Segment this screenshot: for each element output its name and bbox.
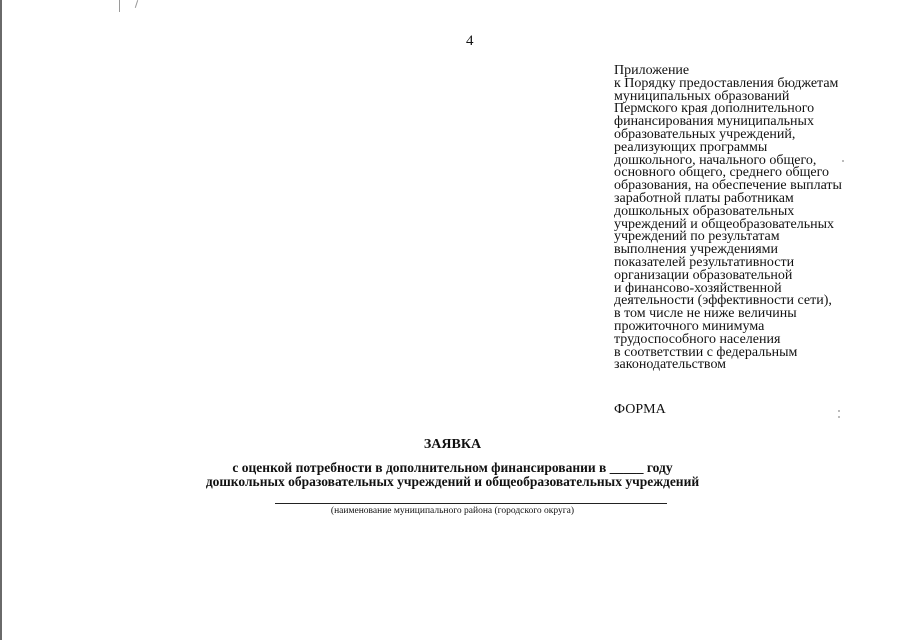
scan-artifact bbox=[135, 0, 138, 8]
appendix-line: дошкольного, начального общего, bbox=[614, 152, 817, 168]
appendix-line: дошкольных образовательных bbox=[614, 203, 795, 219]
municipality-name-line bbox=[275, 503, 667, 504]
appendix-line: и финансово-хозяйственной bbox=[614, 280, 782, 296]
appendix-line: финансирования муниципальных bbox=[614, 114, 814, 130]
appendix-line: Пермского края дополнительного bbox=[614, 101, 815, 117]
appendix-line: образовательных учреждений, bbox=[614, 126, 796, 142]
scan-artifact bbox=[838, 410, 840, 412]
document-title: ЗАЯВКА bbox=[423, 437, 482, 452]
municipality-name-caption: (наименование муниципального района (городского округа) bbox=[330, 506, 575, 516]
appendix-line: учреждений и общеобразовательных bbox=[614, 216, 835, 232]
document-subtitle-line-2: дошкольных образовательных учреждений и общеобразовательных учреждений bbox=[205, 474, 700, 489]
appendix-line: образования, на обеспечение выплаты bbox=[614, 178, 842, 194]
appendix-line: к Порядку предоставления бюджетам bbox=[614, 75, 839, 91]
appendix-line: законодательством bbox=[614, 357, 727, 373]
appendix-line: основного общего, среднего общего bbox=[614, 165, 830, 181]
appendix-block bbox=[614, 65, 899, 372]
appendix-line: в том числе не ниже величины bbox=[614, 306, 797, 322]
appendix-line: реализующих программы bbox=[614, 139, 768, 155]
appendix-line: в соответствии с федеральным bbox=[614, 344, 798, 360]
document-subtitle-line-1: с оценкой потребности в дополнительном финансировании в _____ году bbox=[232, 460, 673, 475]
appendix-line: Приложение bbox=[614, 63, 690, 78]
form-label: ФОРМА bbox=[614, 402, 666, 417]
appendix-line: муниципальных образований bbox=[614, 88, 790, 104]
appendix-line: заработной платы работникам bbox=[614, 190, 794, 206]
appendix-line: показателей результативности bbox=[614, 254, 795, 270]
page-number: 4 bbox=[466, 33, 474, 49]
appendix-line: учреждений по результатам bbox=[614, 229, 780, 245]
appendix-line: трудоспособного населения bbox=[614, 331, 781, 347]
appendix-line: деятельности (эффективности сети), bbox=[614, 293, 832, 309]
scan-left-edge bbox=[0, 0, 2, 640]
appendix-line: прожиточного минимума bbox=[614, 318, 765, 334]
scan-artifact bbox=[838, 416, 840, 418]
appendix-line: выполнения учреждениями bbox=[614, 242, 778, 258]
scan-artifact bbox=[119, 0, 120, 12]
appendix-line: организации образовательной bbox=[614, 267, 793, 283]
